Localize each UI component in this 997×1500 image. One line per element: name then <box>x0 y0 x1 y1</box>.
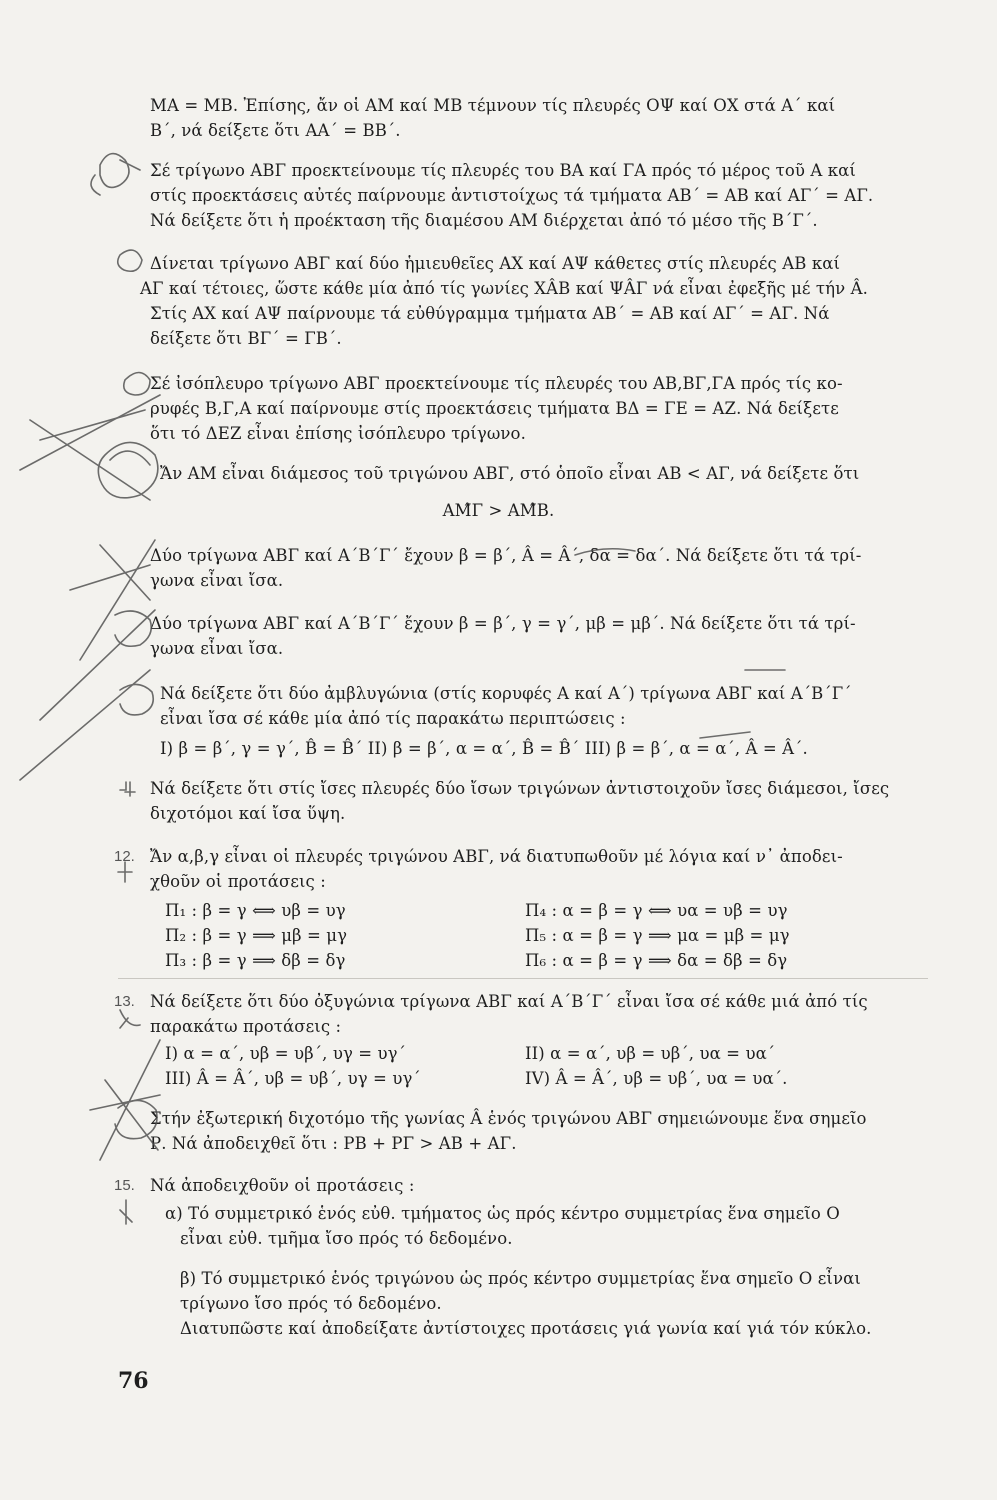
pencil-cross <box>30 420 150 500</box>
pencil-cross <box>70 565 150 590</box>
proposition: Π₃ : β = γ ⟹ δβ = δγ <box>165 951 346 970</box>
pencil-scribble <box>118 250 142 271</box>
text-line: παρακάτω προτάσεις : <box>150 1017 342 1036</box>
pencil-mark <box>120 1200 132 1224</box>
pencil-scribble <box>124 373 150 396</box>
pencil-circle <box>110 451 150 465</box>
pencil-scribble <box>100 154 129 188</box>
text-line: εἶναι εὐθ. τμῆμα ἴσο πρός τό δεδομένο. <box>180 1229 513 1248</box>
text-line: Δύο τρίγωνα ΑΒΓ καί Α΄Β΄Γ΄ ἔχουν β = β΄, γ = γ΄, μβ = μβ΄. Νά δείξετε ὅτι τά τρί- <box>150 614 856 633</box>
proposition: I) α = α΄, υβ = υβ΄, υγ = υγ΄ <box>165 1044 406 1063</box>
text-line: ΜΑ = ΜΒ. Ἐπίσης, ἄν οἱ ΑΜ καί ΜΒ τέμνουν τίς πλευρές ΟΨ καί ΟΧ στά Α΄ καί <box>150 96 836 115</box>
pencil-cross <box>80 540 155 660</box>
text-line: ὅτι τό ΔΕΖ εἶναι ἐπίσης ἰσόπλευρο τρίγωνο. <box>150 424 526 443</box>
text-line: χθοῦν οἱ προτάσεις : <box>150 872 326 891</box>
proposition: Π₂ : β = γ ⟹ μβ = μγ <box>165 926 348 945</box>
text-line: Δίνεται τρίγωνο ΑΒΓ καί δύο ἡμιευθεῖες ΑΧ καί ΑΨ κάθετες στίς πλευρές ΑΒ καί <box>150 254 841 273</box>
text-line: Νά ἀποδειχθοῦν οἱ προτάσεις : <box>150 1176 415 1195</box>
page-number: 76 <box>118 1368 149 1394</box>
text-line: Ἄν α,β,γ εἶναι οἱ πλευρές τριγώνου ΑΒΓ, νά διατυπωθοῦν μέ λόγια καί ν᾽ ἀποδει- <box>150 847 843 866</box>
text-line: Β΄, νά δείξετε ὅτι ΑΑ΄ = ΒΒ΄. <box>150 121 401 140</box>
proposition: II) α = α΄, υβ = υβ΄, υα = υα΄ <box>525 1044 776 1063</box>
text-line: στίς προεκτάσεις αὐτές παίρνουμε ἀντιστοίχως τά τμήματα ΑΒ΄ = ΑΒ καί ΑΓ΄ = ΑΓ. <box>150 186 874 205</box>
exercise-number: 12. <box>114 848 135 865</box>
text-line: εἶναι ἴσα σέ κάθε μία ἀπό τίς παρακάτω περιπτώσεις : <box>160 709 626 728</box>
text-line: Στήν ἐξωτερική διχοτόμο τῆς γωνίας Â ἑνός τριγώνου ΑΒΓ σημειώνουμε ἕνα σημεῖο <box>150 1109 867 1128</box>
text-line: γωνα εἶναι ἴσα. <box>150 571 284 590</box>
bleed-through-rule <box>118 978 928 979</box>
text-line: τρίγωνο ἴσο πρός τό δεδομένο. <box>180 1294 442 1313</box>
pencil-scribble <box>91 160 140 195</box>
proposition: IV) Â = Â΄, υβ = υβ΄, υα = υα΄. <box>525 1069 788 1088</box>
text-line: Ἄν ΑΜ εἶναι διάμεσος τοῦ τριγώνου ΑΒΓ, στό ὁποῖο εἶναι ΑΒ < ΑΓ, νά δείξετε ὅτι <box>160 464 860 483</box>
text-line: α) Τό συμμετρικό ἑνός εὐθ. τμήματος ὡς πρός κέντρο συμμετρίας ἕνα σημεῖο Ο <box>165 1204 840 1223</box>
proposition: Π₅ : α = β = γ ⟹ μα = μβ = μγ <box>525 926 790 945</box>
pencil-cross <box>100 545 150 600</box>
text-line: Νά δείξετε ὅτι ἡ προέκταση τῆς διαμέσου ΑΜ διέρχεται ἀπό τό μέσο τῆς Β΄Γ΄. <box>150 211 818 230</box>
proposition: Π₄ : α = β = γ ⟺ υα = υβ = υγ <box>525 901 788 920</box>
pencil-mark <box>120 1010 140 1028</box>
text-line: Νά δείξετε ὅτι δύο ὀξυγώνια τρίγωνα ΑΒΓ καί Α΄Β΄Γ΄ εἶναι ἴσα σέ κάθε μιά ἀπό τίς <box>150 992 868 1011</box>
text-line: διχοτόμοι καί ἴσα ὕψη. <box>150 804 346 823</box>
proposition: Π₁ : β = γ ⟺ υβ = υγ <box>165 901 346 920</box>
text-line: Σέ ἰσόπλευρο τρίγωνο ΑΒΓ προεκτείνουμε τίς πλευρές του ΑΒ,ΒΓ,ΓΑ πρός τίς κο- <box>150 374 843 393</box>
text-line: Δύο τρίγωνα ΑΒΓ καί Α΄Β΄Γ΄ ἔχουν β = β΄, Â = Â΄, δα = δα΄. Νά δείξετε ὅτι τά τρί- <box>150 546 862 565</box>
pencil-cross <box>40 410 145 440</box>
text-line: γωνα εἶναι ἴσα. <box>150 639 284 658</box>
text-line: Νά δείξετε ὅτι στίς ἴσες πλευρές δύο ἴσων τριγώνων ἀντιστοιχοῦν ἴσες διάμεσοι, ἴσες <box>150 779 890 798</box>
pencil-cross <box>40 610 155 720</box>
text-line-centered: ΑΜ̂Γ > ΑΜ̂Β. <box>442 501 555 520</box>
text-line: Ρ. Νά ἀποδειχθεῖ ὅτι : ΡΒ + ΡΓ > ΑΒ + ΑΓ. <box>150 1134 517 1153</box>
proposition: Π₆ : α = β = γ ⟹ δα = δβ = δγ <box>525 951 788 970</box>
pencil-mark <box>118 862 132 882</box>
text-line: β) Τό συμμετρικό ἑνός τριγώνου ὡς πρός κέντρο συμμετρίας ἕνα σημεῖο Ο εἶναι <box>180 1269 861 1288</box>
pencil-circle <box>115 611 151 646</box>
pencil-cross <box>20 395 160 470</box>
exercise-number: 15. <box>114 1177 135 1194</box>
pencil-circle <box>98 443 158 498</box>
pencil-cross <box>20 670 150 780</box>
text-line: ΑΓ καί τέτοιες, ὥστε κάθε μία ἀπό τίς γωνίες ΧÂΒ καί ΨÂΓ νά εἶναι ἐφεξῆς μέ τήν Â. <box>140 279 868 298</box>
text-line: Νά δείξετε ὅτι δύο ἀμβλυγώνια (στίς κορυφές Α καί Α΄) τρίγωνα ΑΒΓ καί Α΄Β΄Γ΄ <box>160 684 852 703</box>
pencil-circle <box>120 684 153 714</box>
proposition: III) Â = Â΄, υβ = υβ΄, υγ = υγ΄ <box>165 1069 421 1088</box>
text-line: I) β = β΄, γ = γ΄, B̂ = B̂΄ II) β = β΄, α = α΄, B̂ = B̂΄ III) β = β΄, α = α΄, Â = Â΄. <box>160 739 808 758</box>
exercise-number: 13. <box>114 993 135 1010</box>
text-line: ρυφές Β,Γ,Α καί παίρνουμε στίς προεκτάσεις τμήματα ΒΔ = ΓΕ = ΑΖ. Νά δείξετε <box>150 399 839 418</box>
text-line: Στίς ΑΧ καί ΑΨ παίρνουμε τά εὐθύγραμμα τμήματα ΑΒ΄ = ΑΒ καί ΑΓ΄ = ΑΓ. Νά <box>150 304 830 323</box>
text-line: Σέ τρίγωνο ΑΒΓ προεκτείνουμε τίς πλευρές του ΒΑ καί ΓΑ πρός τό μέρος τοῦ Α καί <box>150 161 856 180</box>
text-line: δείξετε ὅτι ΒΓ΄ = ΓΒ΄. <box>150 329 342 348</box>
pencil-mark <box>120 782 135 796</box>
text-line: Διατυπῶστε καί ἀποδείξατε ἀντίστοιχες προτάσεις γιά γωνία καί γιά τόν κύκλο. <box>180 1319 872 1338</box>
